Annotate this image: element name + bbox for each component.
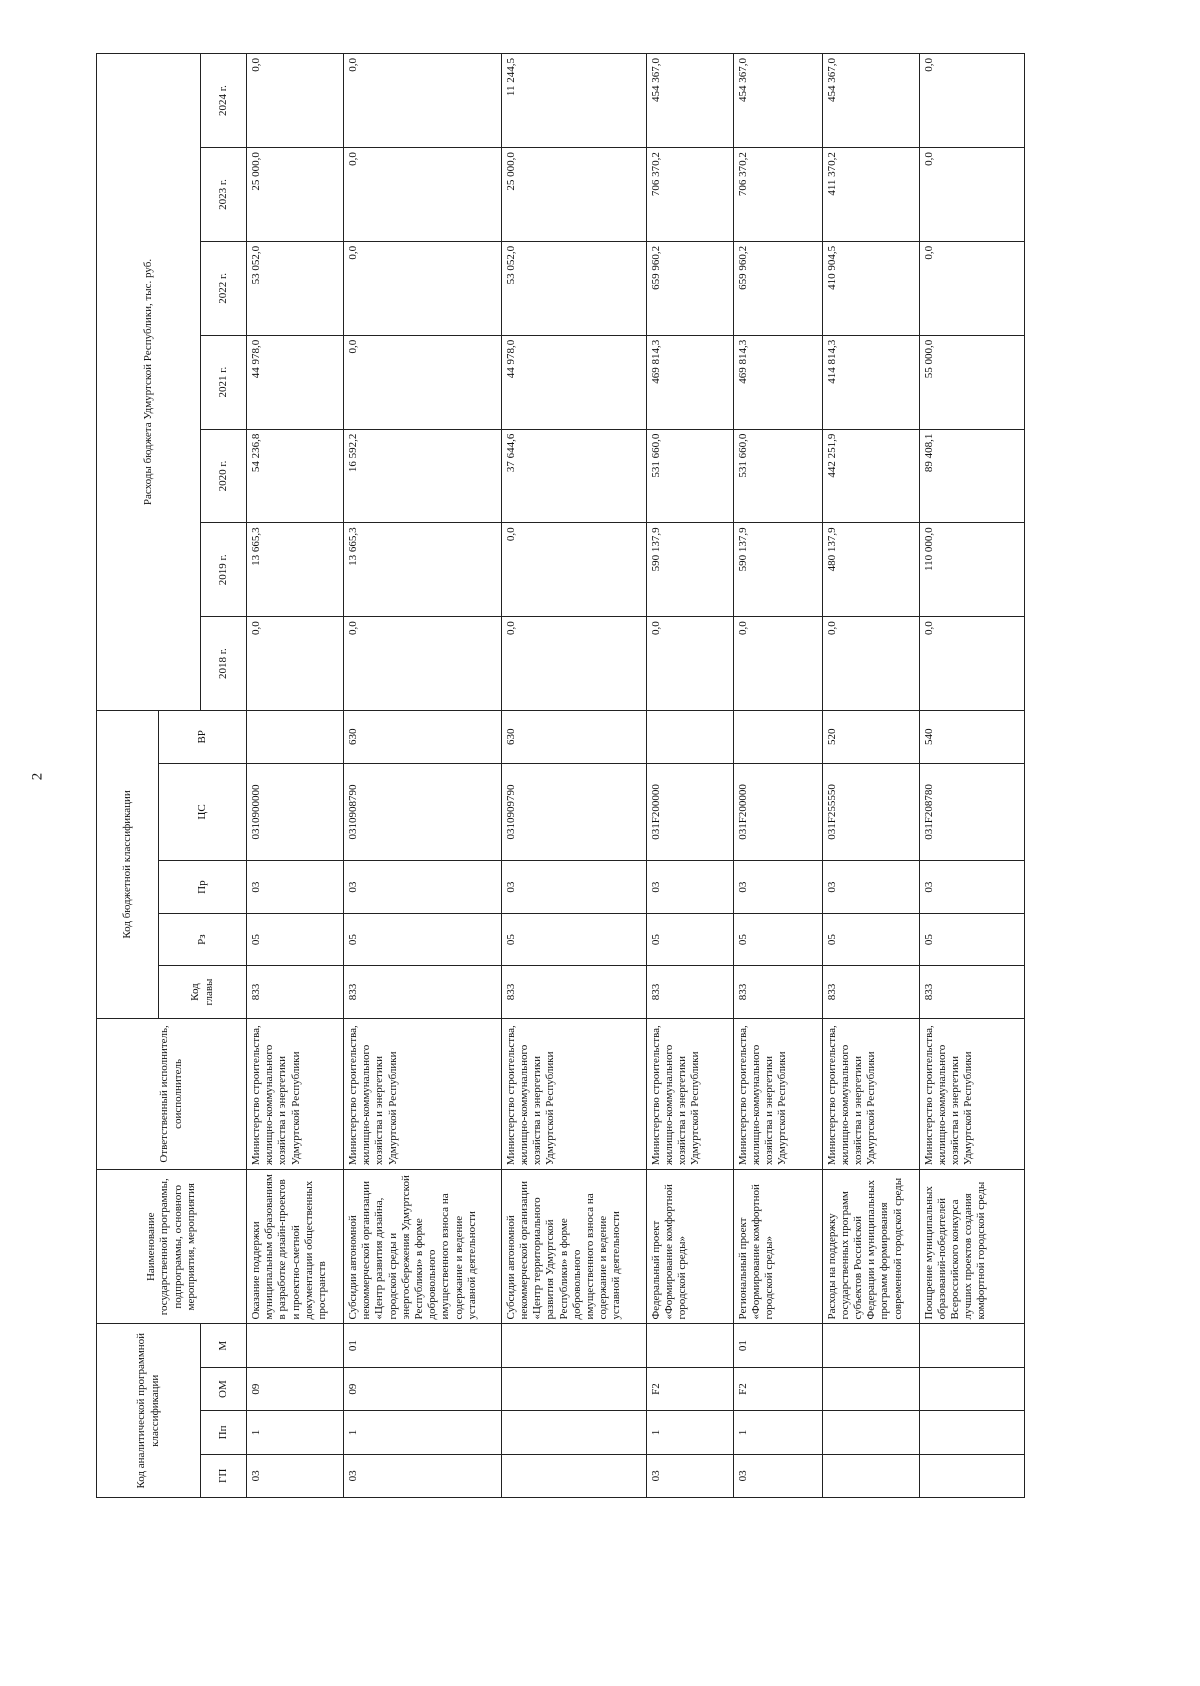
cell-cs: 031F255550 bbox=[822, 763, 919, 861]
cell-value-2022: 659 960,2 bbox=[646, 241, 733, 335]
cell-value-2024: 0,0 bbox=[247, 54, 344, 148]
cell-value-2018: 0,0 bbox=[501, 617, 646, 711]
cell-glava: 833 bbox=[733, 966, 822, 1018]
cell-value-2018: 0,0 bbox=[344, 617, 502, 711]
cell-glava: 833 bbox=[919, 966, 1024, 1018]
cell-value-2022: 53 052,0 bbox=[501, 241, 646, 335]
cell-value-2020: 531 660,0 bbox=[646, 429, 733, 523]
budget-table bbox=[96, 53, 1025, 1498]
cell-value-2023: 0,0 bbox=[919, 148, 1024, 242]
header-cs: ЦС bbox=[159, 763, 247, 861]
cell-rz: 05 bbox=[501, 913, 646, 965]
cell-om: 09 bbox=[247, 1367, 344, 1410]
cell-pp: 1 bbox=[344, 1411, 502, 1454]
cell-value-2020: 531 660,0 bbox=[733, 429, 822, 523]
cell-m: 01 bbox=[344, 1324, 502, 1367]
cell-value-2021: 0,0 bbox=[344, 335, 502, 429]
cell-executor: Министерство строительства, жилищно-коммунального хозяйства и энергетики Удмуртской Республики bbox=[344, 1018, 502, 1169]
cell-pr: 03 bbox=[344, 861, 502, 913]
header-year-2021: 2021 г. bbox=[201, 335, 247, 429]
cell-gp: 03 bbox=[344, 1454, 502, 1497]
budget-table-rotated bbox=[96, 53, 1025, 1498]
cell-value-2018: 0,0 bbox=[646, 617, 733, 711]
cell-m bbox=[822, 1324, 919, 1367]
cell-pp bbox=[501, 1411, 646, 1454]
cell-value-2023: 411 370,2 bbox=[822, 148, 919, 242]
table-row bbox=[646, 54, 733, 1498]
table-body bbox=[247, 54, 1025, 1498]
cell-value-2024: 11 244,5 bbox=[501, 54, 646, 148]
cell-gp: 03 bbox=[646, 1454, 733, 1497]
cell-vr bbox=[646, 711, 733, 763]
cell-name: Субсидии автономной некоммерческой организации «Центр развития дизайна, городской среды и энергосбережения Удмуртской Республики» в форме добровольного имущественного взноса на содержание и ведение уставной деятельности bbox=[344, 1170, 502, 1324]
cell-value-2023: 25 000,0 bbox=[247, 148, 344, 242]
cell-pp: 1 bbox=[247, 1411, 344, 1454]
page-number: 2 bbox=[29, 772, 46, 781]
cell-value-2019: 590 137,9 bbox=[733, 523, 822, 617]
cell-rz: 05 bbox=[247, 913, 344, 965]
cell-value-2021: 469 814,3 bbox=[646, 335, 733, 429]
cell-executor: Министерство строительства, жилищно-коммунального хозяйства и энергетики Удмуртской Республики bbox=[822, 1018, 919, 1169]
cell-vr: 520 bbox=[822, 711, 919, 763]
cell-pr: 03 bbox=[646, 861, 733, 913]
table-row bbox=[344, 54, 502, 1498]
cell-value-2024: 454 367,0 bbox=[733, 54, 822, 148]
cell-value-2022: 410 904,5 bbox=[822, 241, 919, 335]
cell-glava: 833 bbox=[822, 966, 919, 1018]
cell-rz: 05 bbox=[646, 913, 733, 965]
cell-cs: 031F200000 bbox=[733, 763, 822, 861]
cell-pr: 03 bbox=[822, 861, 919, 913]
cell-value-2023: 706 370,2 bbox=[646, 148, 733, 242]
cell-value-2022: 659 960,2 bbox=[733, 241, 822, 335]
cell-value-2023: 706 370,2 bbox=[733, 148, 822, 242]
cell-pp: 1 bbox=[733, 1411, 822, 1454]
cell-glava: 833 bbox=[344, 966, 502, 1018]
header-budget-code: Код бюджетной классификации bbox=[97, 711, 159, 1019]
table-row bbox=[733, 54, 822, 1498]
cell-gp bbox=[919, 1454, 1024, 1497]
cell-value-2024: 454 367,0 bbox=[822, 54, 919, 148]
cell-glava: 833 bbox=[646, 966, 733, 1018]
header-year-2023: 2023 г. bbox=[201, 148, 247, 242]
header-year-2019: 2019 г. bbox=[201, 523, 247, 617]
cell-value-2021: 469 814,3 bbox=[733, 335, 822, 429]
cell-name: Субсидии автономной некоммерческой организации «Центр территориального развития Удмуртской Республики» в форме добровольного имущественного взноса на содержание и ведение уставной деятельности bbox=[501, 1170, 646, 1324]
cell-name: Расходы на поддержку государственных программ субъектов Российской Федерации и муниципальных программ формирования современной городской среды bbox=[822, 1170, 919, 1324]
header-pp: Пп bbox=[201, 1411, 247, 1454]
header-pr: Пр bbox=[159, 861, 247, 913]
table-row bbox=[501, 54, 646, 1498]
cell-m: 01 bbox=[733, 1324, 822, 1367]
cell-name: Федеральный проект «Формирование комфортной городской среды» bbox=[646, 1170, 733, 1324]
cell-pr: 03 bbox=[501, 861, 646, 913]
header-m: М bbox=[201, 1324, 247, 1367]
cell-pr: 03 bbox=[919, 861, 1024, 913]
cell-value-2019: 13 665,3 bbox=[344, 523, 502, 617]
cell-glava: 833 bbox=[247, 966, 344, 1018]
cell-cs: 0310908790 bbox=[344, 763, 502, 861]
cell-om bbox=[501, 1367, 646, 1410]
cell-value-2022: 53 052,0 bbox=[247, 241, 344, 335]
header-year-2020: 2020 г. bbox=[201, 429, 247, 523]
cell-name: Поощрение муниципальных образований-победителей Всероссийского конкурса лучших проектов создания комфортной городской среды bbox=[919, 1170, 1024, 1324]
cell-executor: Министерство строительства, жилищно-коммунального хозяйства и энергетики Удмуртской Республики bbox=[919, 1018, 1024, 1169]
cell-pp bbox=[919, 1411, 1024, 1454]
cell-cs: 031F208780 bbox=[919, 763, 1024, 861]
header-om: ОМ bbox=[201, 1367, 247, 1410]
cell-executor: Министерство строительства, жилищно-коммунального хозяйства и энергетики Удмуртской Республики bbox=[501, 1018, 646, 1169]
cell-value-2018: 0,0 bbox=[822, 617, 919, 711]
header-gp: ГП bbox=[201, 1454, 247, 1497]
cell-om bbox=[919, 1367, 1024, 1410]
cell-executor: Министерство строительства, жилищно-коммунального хозяйства и энергетики Удмуртской Республики bbox=[646, 1018, 733, 1169]
cell-value-2020: 16 592,2 bbox=[344, 429, 502, 523]
cell-value-2021: 44 978,0 bbox=[247, 335, 344, 429]
cell-pr: 03 bbox=[247, 861, 344, 913]
cell-m bbox=[501, 1324, 646, 1367]
header-year-2022: 2022 г. bbox=[201, 241, 247, 335]
header-executor: Ответственный исполнитель, соисполнитель bbox=[97, 1018, 247, 1169]
cell-executor: Министерство строительства, жилищно-коммунального хозяйства и энергетики Удмуртской Республики bbox=[247, 1018, 344, 1169]
cell-gp bbox=[501, 1454, 646, 1497]
header-year-2018: 2018 г. bbox=[201, 617, 247, 711]
cell-om bbox=[822, 1367, 919, 1410]
cell-glava: 833 bbox=[501, 966, 646, 1018]
header-analytic-code: Код аналитической программной классификации bbox=[97, 1324, 201, 1498]
cell-rz: 05 bbox=[344, 913, 502, 965]
cell-rz: 05 bbox=[733, 913, 822, 965]
cell-executor: Министерство строительства, жилищно-коммунального хозяйства и энергетики Удмуртской Республики bbox=[733, 1018, 822, 1169]
header-code-glavy: Код главы bbox=[159, 966, 247, 1018]
cell-value-2018: 0,0 bbox=[733, 617, 822, 711]
header-vr: ВР bbox=[159, 711, 247, 763]
table-row bbox=[919, 54, 1024, 1498]
table-row bbox=[822, 54, 919, 1498]
cell-value-2021: 44 978,0 bbox=[501, 335, 646, 429]
header-year-2024: 2024 г. bbox=[201, 54, 247, 148]
cell-rz: 05 bbox=[822, 913, 919, 965]
cell-value-2019: 590 137,9 bbox=[646, 523, 733, 617]
cell-pr: 03 bbox=[733, 861, 822, 913]
cell-value-2019: 110 000,0 bbox=[919, 523, 1024, 617]
header-rz: Рз bbox=[159, 913, 247, 965]
cell-m bbox=[247, 1324, 344, 1367]
cell-value-2022: 0,0 bbox=[919, 241, 1024, 335]
cell-value-2020: 54 236,8 bbox=[247, 429, 344, 523]
cell-pp bbox=[822, 1411, 919, 1454]
cell-om: F2 bbox=[733, 1367, 822, 1410]
header-name: Наименование государственной программы, подпрограммы, основного мероприятия, мероприятия bbox=[97, 1170, 247, 1324]
cell-name: Региональный проект «Формирование комфортной городской среды» bbox=[733, 1170, 822, 1324]
cell-vr: 630 bbox=[344, 711, 502, 763]
cell-cs: 031F200000 bbox=[646, 763, 733, 861]
cell-m bbox=[919, 1324, 1024, 1367]
cell-value-2019: 480 137,9 bbox=[822, 523, 919, 617]
header-expenses: Расходы бюджета Удмуртской Республики, тыс. руб. bbox=[97, 54, 201, 711]
cell-cs: 0310900000 bbox=[247, 763, 344, 861]
cell-value-2020: 442 251,9 bbox=[822, 429, 919, 523]
cell-value-2023: 0,0 bbox=[344, 148, 502, 242]
cell-value-2024: 0,0 bbox=[919, 54, 1024, 148]
cell-vr bbox=[247, 711, 344, 763]
cell-om: F2 bbox=[646, 1367, 733, 1410]
cell-value-2023: 25 000,0 bbox=[501, 148, 646, 242]
cell-value-2024: 454 367,0 bbox=[646, 54, 733, 148]
cell-value-2021: 414 814,3 bbox=[822, 335, 919, 429]
cell-name: Оказание поддержки муниципальным образованиям в разработке дизайн-проектов и проектно-сметной документации общественных пространств bbox=[247, 1170, 344, 1324]
cell-om: 09 bbox=[344, 1367, 502, 1410]
cell-rz: 05 bbox=[919, 913, 1024, 965]
cell-value-2018: 0,0 bbox=[247, 617, 344, 711]
cell-value-2022: 0,0 bbox=[344, 241, 502, 335]
cell-vr: 630 bbox=[501, 711, 646, 763]
cell-vr bbox=[733, 711, 822, 763]
cell-value-2019: 0,0 bbox=[501, 523, 646, 617]
cell-value-2020: 37 644,6 bbox=[501, 429, 646, 523]
cell-vr: 540 bbox=[919, 711, 1024, 763]
cell-gp: 03 bbox=[733, 1454, 822, 1497]
cell-m bbox=[646, 1324, 733, 1367]
cell-cs: 0310909790 bbox=[501, 763, 646, 861]
table-row bbox=[247, 54, 344, 1498]
cell-value-2019: 13 665,3 bbox=[247, 523, 344, 617]
cell-value-2021: 55 000,0 bbox=[919, 335, 1024, 429]
cell-gp: 03 bbox=[247, 1454, 344, 1497]
cell-gp bbox=[822, 1454, 919, 1497]
cell-value-2024: 0,0 bbox=[344, 54, 502, 148]
cell-value-2020: 89 408,1 bbox=[919, 429, 1024, 523]
cell-pp: 1 bbox=[646, 1411, 733, 1454]
cell-value-2018: 0,0 bbox=[919, 617, 1024, 711]
